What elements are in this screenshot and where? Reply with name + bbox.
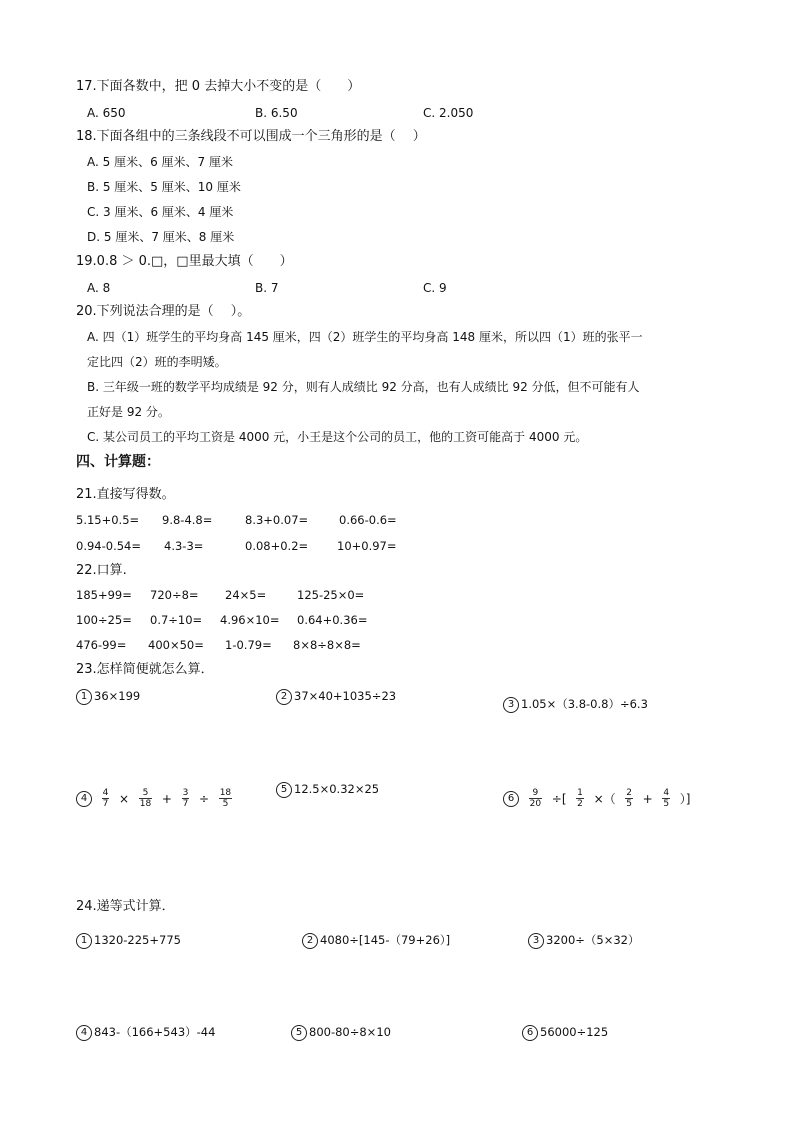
operator: + [161,791,172,806]
q23-stem: 23.怎样简便就怎么算． [76,662,214,677]
fraction [182,788,190,809]
problem-number: 1 [76,933,92,949]
q24-stem: 24.递等式计算． [76,899,175,914]
q21-item: 0.94-0.54= [76,539,141,553]
numerator: 2 [626,788,633,798]
q23-problem-1 [76,687,140,705]
problem-expression: 843-（166+543）-44 [94,1025,216,1039]
problem-expression: 800-80÷8×10 [309,1025,391,1039]
denominator: 2 [577,799,583,809]
denominator: 18 [139,799,152,809]
problem-number: 2 [302,933,318,949]
q21-item: 0.08+0.2= [245,539,309,553]
denominator: 5 [222,799,229,809]
q21-stem: 21.直接写得数。 [76,487,175,502]
problem-expression: 37×40+1035÷23 [294,689,397,703]
q22-item: 476-99= [76,638,127,652]
problem-number: 4 [76,1025,92,1041]
problem-expression: 12.5×0.32×25 [294,782,380,796]
q23-problem-5 [276,780,379,798]
section-heading: 四、计算题： [76,454,160,470]
q18-option-a: A. 5 厘米、6 厘米、7 厘米 [87,155,233,169]
numerator: 4 [663,788,670,798]
problem-number: 6 [503,791,519,807]
q19-option-b: B. 7 [255,281,279,295]
fraction [576,788,584,809]
q18-option-c: C. 3 厘米、6 厘米、4 厘米 [87,205,234,219]
q21-item: 10+0.97= [337,539,397,553]
q24-problem-3 [528,931,640,949]
q23-problem-6 [503,786,692,811]
fraction [625,788,633,809]
q21-item: 4.3-3= [164,539,204,553]
q20-option-b-line1: B. 三年级一班的数学平均成绩是 92 分，则有人成绩比 92 分高，也有人成绩比 92 分低，但不可能有人 [87,380,640,394]
q23-problem-3 [503,695,648,713]
q22-item: 400×50= [148,638,204,652]
q20-option-b-line2: 正好是 92 分。 [87,405,170,419]
problem-expression: 56000÷125 [540,1025,609,1039]
q21-item: 8.3+0.07= [245,513,309,527]
q22-item: 100÷25= [76,613,132,627]
problem-number: 3 [528,933,544,949]
q17-option-c: C. 2.050 [423,106,474,120]
q23-problem-4 [76,786,236,811]
q22-item: 125-25×0= [297,588,365,602]
numerator: 4 [102,788,109,798]
q24-problem-2 [302,931,450,949]
q19-stem: 19.0.8 ＞ 0.□，□里最大填（ ） [76,254,293,269]
problem-expression: 36×199 [94,689,141,703]
q17-stem: 17.下面各数中，把 0 去掉大小不变的是（ ） [76,79,361,94]
q18-stem: 18.下面各组中的三条线段不可以围成一个三角形的是（ ） [76,129,426,144]
problem-expression: 1.05×（3.8-0.8）÷6.3 [521,697,648,711]
problem-expression: 1320-225+775 [94,933,181,947]
q24-problem-1 [76,931,181,949]
q21-item: 5.15+0.5= [76,513,140,527]
fraction [139,788,152,809]
q19-option-c: C. 9 [423,281,447,295]
q20-option-c: C. 某公司员工的平均工资是 4000 元，小王是这个公司的员工，他的工资可能高于 4000 元。 [87,430,588,444]
q22-item: 185+99= [76,588,132,602]
q22-item: 1-0.79= [225,638,272,652]
problem-number: 6 [522,1025,538,1041]
operator: ×（ [593,791,616,806]
q24-problem-5 [291,1023,391,1041]
denominator: 7 [102,799,109,809]
problem-expression: 4080÷[145-（79+26）] [320,933,451,947]
problem-number: 1 [76,689,92,705]
q22-stem: 22.口算. [76,563,127,578]
fraction [102,788,110,809]
problem-number: 5 [291,1025,307,1041]
numerator: 1 [577,788,583,798]
q23-problem-2 [276,687,396,705]
numerator: 18 [219,788,232,798]
problem-number: 3 [503,697,519,713]
q24-problem-6 [522,1023,608,1041]
denominator: 20 [529,799,542,809]
denominator: 5 [663,799,670,809]
q20-option-a-line2: 定比四（2）班的李明矮。 [87,355,227,369]
q22-item: 4.96×10= [220,613,280,627]
fraction [662,788,670,809]
q21-item: 9.8-4.8= [162,513,213,527]
operator: ÷[ [551,791,567,806]
problem-number: 2 [276,689,292,705]
numerator: 9 [529,788,542,799]
problem-number: 5 [276,782,292,798]
fraction [219,788,232,809]
operator: + [642,791,653,806]
q18-option-d: D. 5 厘米、7 厘米、8 厘米 [87,230,235,244]
numerator: 3 [182,788,189,798]
q20-option-a-line1: A. 四（1）班学生的平均身高 145 厘米，四（2）班学生的平均身高 148 厘米，所以四（1）班的张平一 [87,330,643,344]
q17-option-b: B. 6.50 [255,106,298,120]
operator: ）] [679,791,691,806]
operator: ÷ [198,791,210,806]
q21-item: 0.66-0.6= [339,513,397,527]
denominator: 5 [626,799,633,809]
q18-option-b: B. 5 厘米、5 厘米、10 厘米 [87,180,241,194]
q22-item: 0.64+0.36= [297,613,368,627]
numerator: 5 [139,788,152,799]
denominator: 7 [182,799,189,809]
q19-option-a: A. 8 [87,281,111,295]
q22-item: 24×5= [225,588,267,602]
q17-option-a: A. 650 [87,106,126,120]
fraction [529,788,542,809]
problem-number: 4 [76,791,92,807]
q22-item: 8×8÷8×8= [293,638,361,652]
operator: × [119,791,130,806]
problem-expression: 3200÷（5×32） [546,933,640,947]
q24-problem-4 [76,1023,215,1041]
q22-item: 720÷8= [150,588,199,602]
q22-item: 0.7÷10= [150,613,203,627]
q20-stem: 20.下列说法合理的是（ ）。 [76,304,251,319]
